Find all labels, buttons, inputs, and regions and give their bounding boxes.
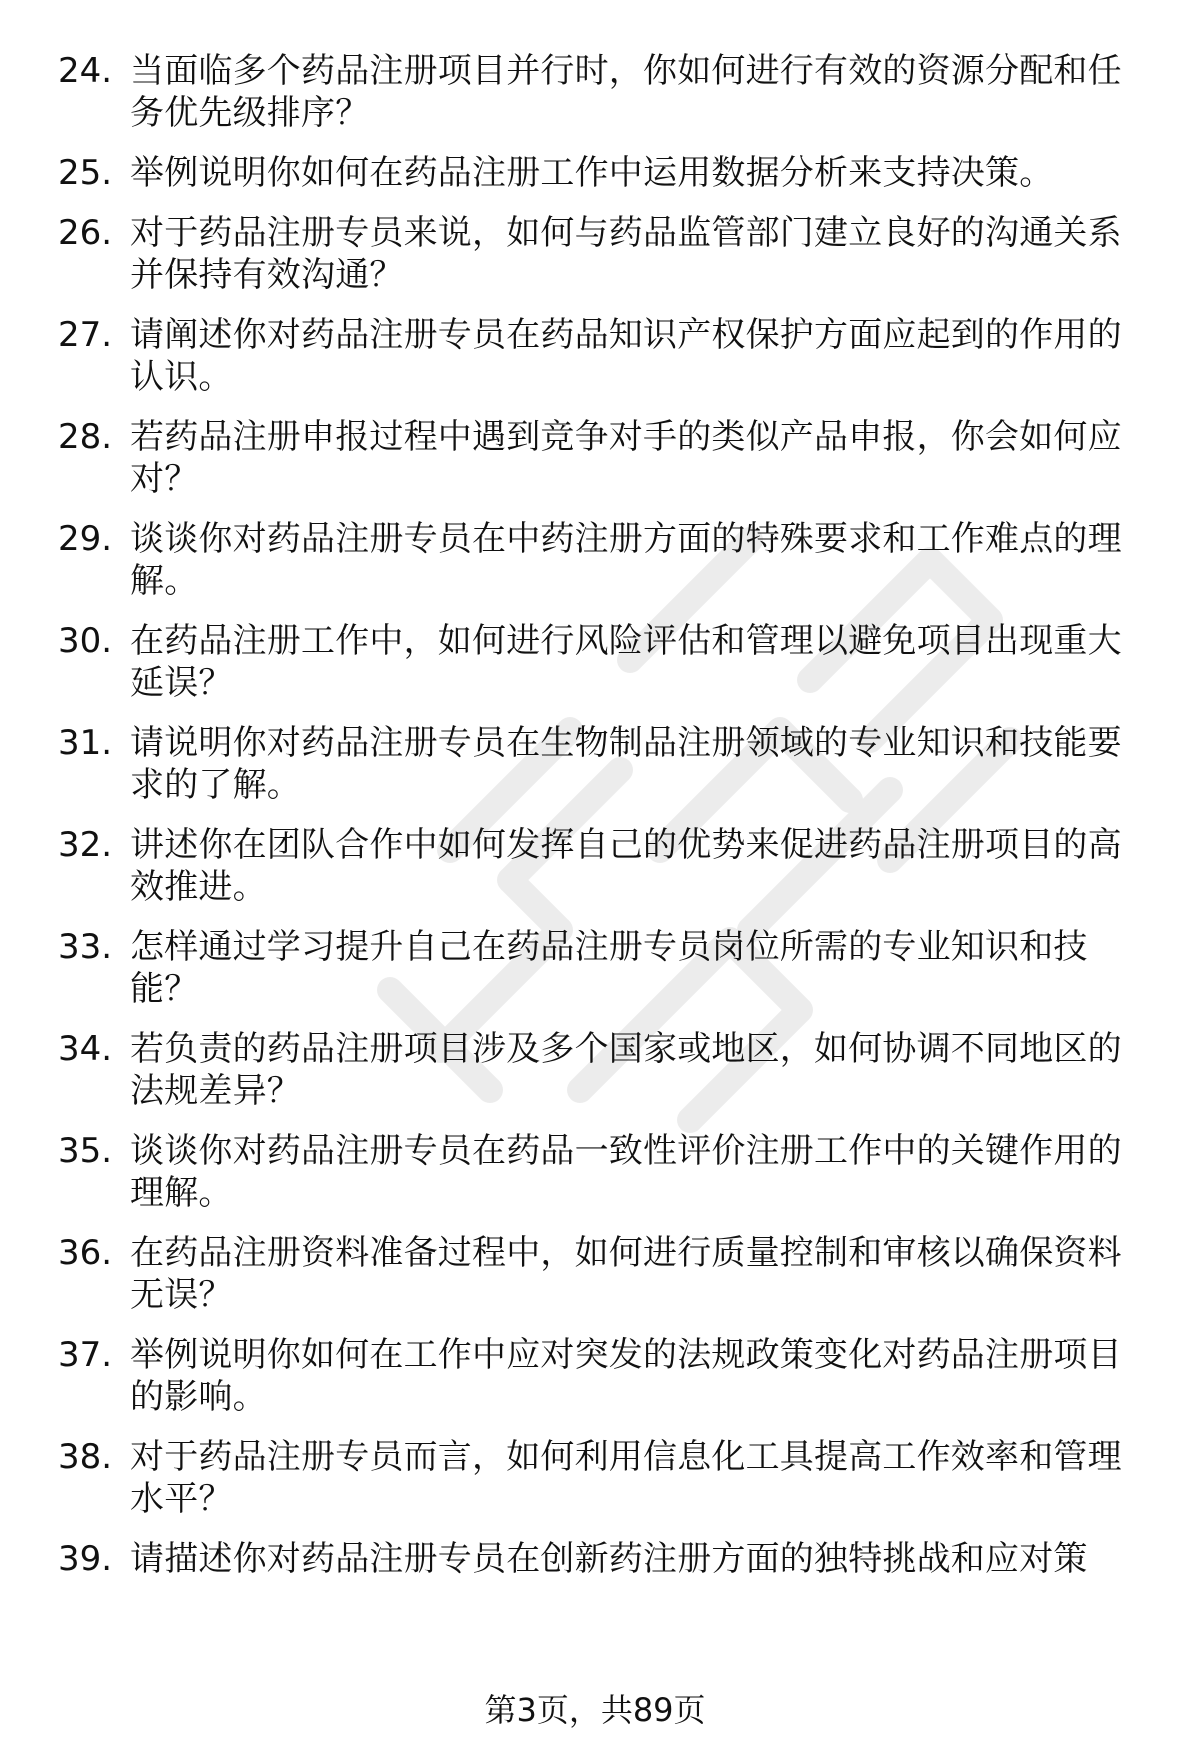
question-number: 28. — [58, 417, 113, 457]
question-text: 怎样通过学习提升自己在药品注册专员岗位所需的专业知识和技能？ — [130, 927, 1088, 1009]
question-text: 对于药品注册专员而言，如何利用信息化工具提高工作效率和管理水平？ — [130, 1437, 1122, 1519]
question-item — [58, 1334, 1148, 1418]
question-text: 在药品注册资料准备过程中，如何进行质量控制和审核以确保资料无误？ — [130, 1233, 1122, 1315]
question-text: 举例说明你如何在工作中应对突发的法规政策变化对药品注册项目的影响。 — [130, 1335, 1122, 1417]
page-number-footer: 第3页，共89页 — [484, 1691, 706, 1729]
question-item — [58, 1232, 1148, 1316]
question-item — [58, 1436, 1148, 1520]
question-number: 37. — [58, 1335, 113, 1375]
question-item — [58, 314, 1148, 398]
question-item — [58, 50, 1148, 134]
question-number: 35. — [58, 1131, 113, 1171]
question-item — [58, 1130, 1148, 1214]
question-text: 对于药品注册专员来说，如何与药品监管部门建立良好的沟通关系并保持有效沟通？ — [130, 213, 1122, 295]
question-text: 若药品注册申报过程中遇到竞争对手的类似产品申报，你会如何应对？ — [130, 417, 1122, 499]
question-number: 34. — [58, 1029, 113, 1069]
question-item — [58, 212, 1148, 296]
question-number: 31. — [58, 723, 113, 763]
question-text: 当面临多个药品注册项目并行时，你如何进行有效的资源分配和任务优先级排序？ — [130, 51, 1122, 133]
question-text: 请说明你对药品注册专员在生物制品注册领域的专业知识和技能要求的了解。 — [130, 723, 1122, 805]
question-number: 29. — [58, 519, 113, 559]
question-number: 33. — [58, 927, 113, 967]
question-text: 举例说明你如何在药品注册工作中运用数据分析来支持决策。 — [130, 153, 1054, 193]
question-item — [58, 620, 1148, 704]
question-item — [58, 824, 1148, 908]
question-text: 请阐述你对药品注册专员在药品知识产权保护方面应起到的作用的认识。 — [130, 315, 1122, 397]
question-number: 36. — [58, 1233, 113, 1273]
question-text: 讲述你在团队合作中如何发挥自己的优势来促进药品注册项目的高效推进。 — [130, 825, 1122, 907]
question-item — [58, 152, 1148, 194]
question-list — [58, 50, 1148, 1598]
question-number: 39. — [58, 1539, 113, 1579]
question-number: 26. — [58, 213, 113, 253]
question-item — [58, 1538, 1148, 1580]
question-item — [58, 926, 1148, 1010]
question-item — [58, 1028, 1148, 1112]
question-text: 谈谈你对药品注册专员在中药注册方面的特殊要求和工作难点的理解。 — [130, 519, 1122, 601]
question-number: 32. — [58, 825, 113, 865]
question-text: 若负责的药品注册项目涉及多个国家或地区，如何协调不同地区的法规差异？ — [130, 1029, 1122, 1111]
question-item — [58, 416, 1148, 500]
question-number: 38. — [58, 1437, 113, 1477]
question-text: 在药品注册工作中，如何进行风险评估和管理以避免项目出现重大延误？ — [130, 621, 1122, 703]
question-item — [58, 518, 1148, 602]
question-number: 24. — [58, 51, 113, 91]
question-text: 谈谈你对药品注册专员在药品一致性评价注册工作中的关键作用的理解。 — [130, 1131, 1122, 1213]
question-number: 27. — [58, 315, 113, 355]
question-number: 30. — [58, 621, 113, 661]
question-number: 25. — [58, 153, 113, 193]
question-item — [58, 722, 1148, 806]
question-text: 请描述你对药品注册专员在创新药注册方面的独特挑战和应对策 — [130, 1539, 1088, 1579]
